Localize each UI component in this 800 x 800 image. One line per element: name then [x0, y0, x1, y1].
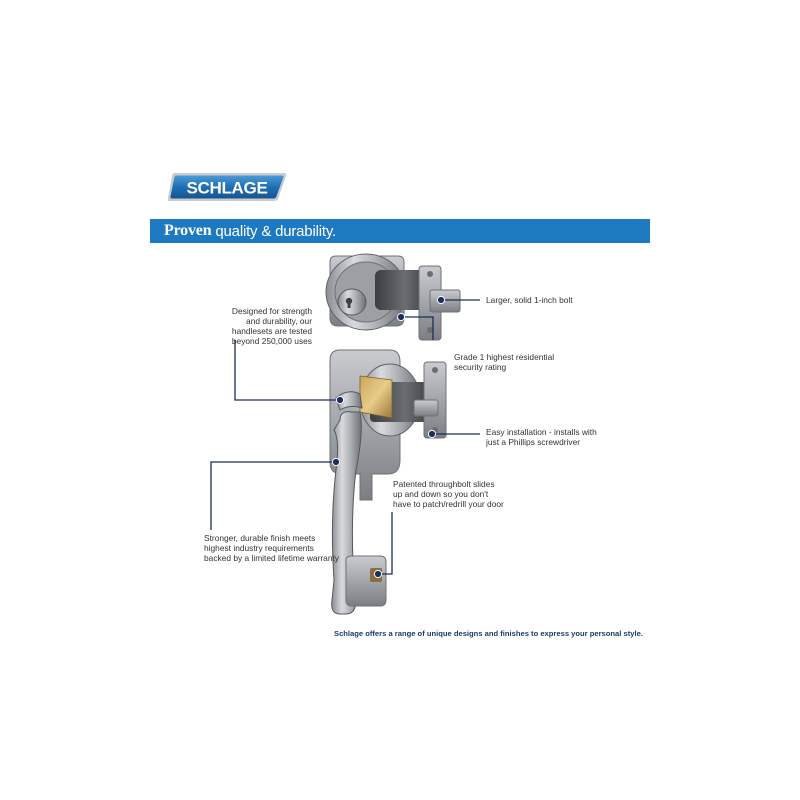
callout-line: Designed for strength [231, 306, 312, 316]
callout-line: Grade 1 highest residential [454, 352, 555, 362]
callout-line: beyond 250,000 uses [231, 336, 312, 346]
callout-line: up and down so you don't [393, 489, 489, 499]
callout-strength [200, 306, 312, 346]
callout-line: Larger, solid 1-inch bolt [486, 295, 573, 305]
callout-line: Easy installation - installs with [486, 427, 597, 437]
callout-throughbolt [393, 479, 543, 509]
callout-finish [204, 533, 364, 563]
callout-line: and durability, our [246, 316, 312, 326]
callout-line: backed by a limited lifetime warranty [204, 553, 339, 563]
callout-line: Stronger, durable finish meets [204, 533, 316, 543]
banner-rest: quality & durability. [215, 222, 336, 240]
callout-install [486, 427, 636, 447]
banner-strong: Proven [164, 222, 212, 239]
callout-line: highest industry requirements [204, 543, 314, 553]
tagline: Schlage offers a range of unique designs and finishes to express your personal style. [334, 629, 643, 638]
callout-line: Patented throughbolt slides [393, 479, 495, 489]
callout-grade [454, 352, 594, 372]
callout-line: security rating [454, 362, 507, 372]
logo-text: SCHLAGE [186, 178, 268, 198]
callout-line: handlesets are tested [231, 326, 312, 336]
callout-bolt [486, 295, 636, 305]
callout-line: just a Phillips screwdriver [486, 437, 581, 447]
callout-line: have to patch/redrill your door [393, 499, 504, 509]
